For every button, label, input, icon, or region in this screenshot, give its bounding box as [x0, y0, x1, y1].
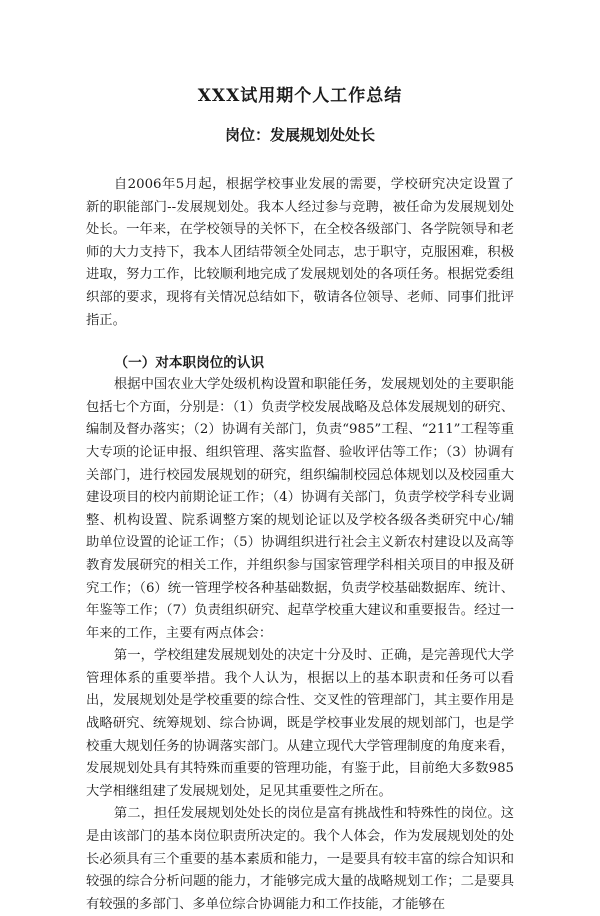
document-subtitle: 岗位：发展规划处处长	[224, 126, 375, 144]
intro-paragraph: 自2006年5月起，根据学校事业发展的需要，学校研究决定设置了新的职能部门--发展规划处。我本人经过参与竞聘，被任命为发展规划处处长。一年来，在学校领导的关怀下，在全校各级部门、各学院领导和老师的大力支持下，我本人团结带领全处同志，忠于职守，克服困难，积极进取，努力工作，比较顺利地完成了发展规划处的各项任务。根据党委组织部的要求，现将有关情况总结如下，敬请各位领导、老师、同事们批评指正。	[86, 177, 514, 328]
section-paragraph-second-point: 第二，担任发展规划处处长的岗位是富有挑战性和特殊性的岗位。这是由该部门的基本岗位职责所决定的。我个人体会，作为发展规划处的处长必须具有三个重要的基本素质和能力，一是要具有较丰富的综合知识和较强的综合分析问题的能力，才能够完成大量的战略规划工作；二是要具有较强的多部门、多单位综合协调能力和工作技能，才能够在	[86, 806, 514, 912]
section-paragraph-duties: 根据中国农业大学处级机构设置和职能任务，发展规划处的主要职能包括七个方面，分别是：（1）负责学校发展战略及总体发展规划的研究、编制及督办落实；（2）协调有关部门，负责“985”工程、“211”工程等重大专项的论证申报、组织管理、落实监督、验收评估等工作；（3）协调有关部门，进行校园发展规划的研究，组织编制校园总体规划以及校园重大建设项目的校内前期论证工作；（4）协调有关部门，负责学校学科专业调整、机构设置、院系调整方案的规划论证以及学校各级各类研究中心/辅助单位设置的论证工作；（5）协调组织进行社会主义新农村建设以及高等教育发展研究的相关工作，并组织参与国家管理学科相关项目的申报及研究工作；（6）统一管理学校各种基础数据，负责学校基础数据库、统计、年鉴等工作；（7）负责组织研究、起草学校重大建议和重要报告。经过一年来的工作，主要有两点体会：	[86, 377, 514, 641]
section-heading: （一）对本职岗位的认识	[114, 355, 265, 372]
document-title: XXX试用期个人工作总结	[197, 86, 403, 106]
section-paragraph-first-point: 第一，学校组建发展规划处的决定十分及时、正确，是完善现代大学管理体系的重要举措。我个人认为，根据以上的基本职责和任务可以看出，发展规划处是学校重要的综合性、交叉性的管理部门，其主要作用是战略研究、统筹规划、综合协调，既是学校事业发展的规划部门，也是学校重大规划任务的协调落实部门。从建立现代大学管理制度的角度来看，发展规划处具有其特殊而重要的管理功能，有鉴于此，目前绝大多数985大学相继组建了发展规划处，足见其重要性之所在。	[86, 648, 514, 799]
document-body	[86, 174, 514, 916]
